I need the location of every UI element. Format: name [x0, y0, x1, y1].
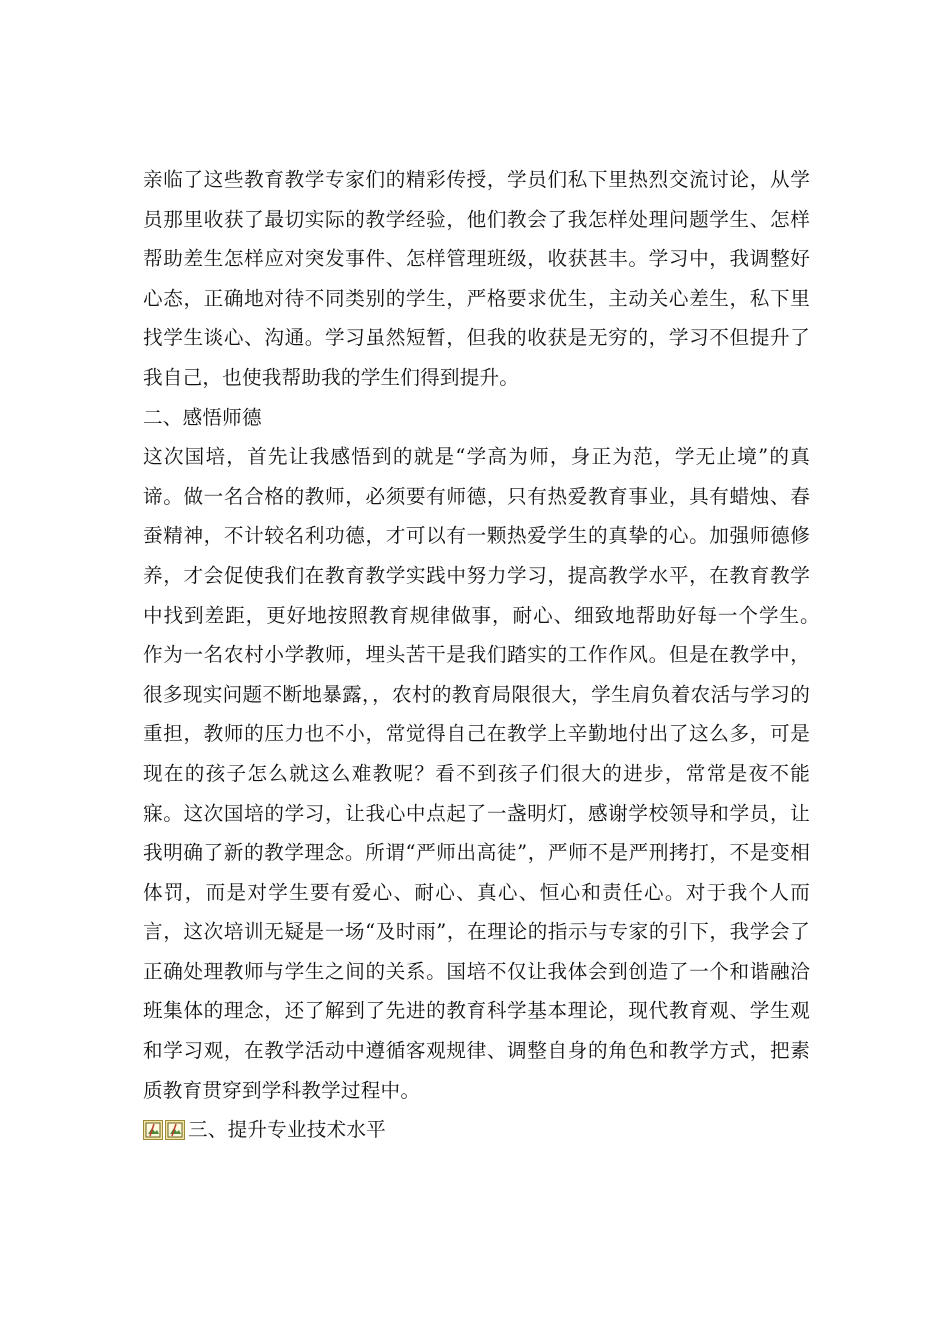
- heading-text: 三、提升专业技术水平: [188, 1118, 386, 1142]
- image-placeholder-group: [143, 1120, 187, 1140]
- broken-image-icon: [165, 1120, 185, 1140]
- section-heading-teacher-ethics: [143, 398, 810, 438]
- heading-text: 二、感悟师德: [143, 405, 262, 429]
- broken-image-icon: [143, 1120, 163, 1140]
- section-heading-professional-skills: [143, 1110, 810, 1150]
- document-page: [143, 160, 830, 1150]
- paragraph-teacher-ethics: 这次国培，首先让我感悟到的就是“学高为师，身正为范，学无止境”的真谛。做一名合格的教师，必须要有师德，只有热爱教育事业，具有蜡烛、春蚕精神，不计较名利功德，才可以有一颗热爱学生的真挚的心。加强师德修养，才会促使我们在教育教学实践中努力学习，提高教学水平，在教育教学中找到差距，更好地按照教育规律做事，耐心、细致地帮助好每一个学生。 作为一名农村小学教师，埋头苦干是我们踏实的工作作风。但是在教学中，很多现实问题不断地暴露，，农村的教育局限很大，学生肩负着农活与学习的重担，教师的压力也不小，常觉得自己在教学上辛勤地付出了这么多，可是现在的孩子怎么就这么难教呢？看不到孩子们很大的进步，常常是夜不能寐。这次国培的学习，让我心中点起了一盏明灯，感谢学校领导和学员，让我明确了新的教学理念。所谓“严师出高徒”，严师不是严刑拷打，不是变相体罚，而是对学生要有爱心、耐心、真心、恒心和责任心。对于我个人而言，这次培训无疑是一场“及时雨”，在理论的指示与专家的引下，我学会了正确处理教师与学生之间的关系。国培不仅让我体会到创造了一个和谐融洽班集体的理念，还了解到了先进的教育科学基本理论，现代教育观、学生观和学习观，在教学活动中遵循客观规律、调整自身的角色和教学方式，把素质教育贯穿到学科教学过程中。: [143, 445, 830, 1102]
- paragraph-learning-gains: 亲临了这些教育教学专家们的精彩传授，学员们私下里热烈交流讨论，从学员那里收获了最切实际的教学经验，他们教会了我怎样处理问题学生、怎样帮助差生怎样应对突发事件、怎样管理班级，收获甚丰。学习中，我调整好心态，正确地对待不同类别的学生，严格要求优生，主动关心差生，私下里找学生谈心、沟通。学习虽然短暂，但我的收获是无穷的，学习不但提升了我自己，也使我帮助我的学生们得到提升。: [143, 168, 810, 389]
